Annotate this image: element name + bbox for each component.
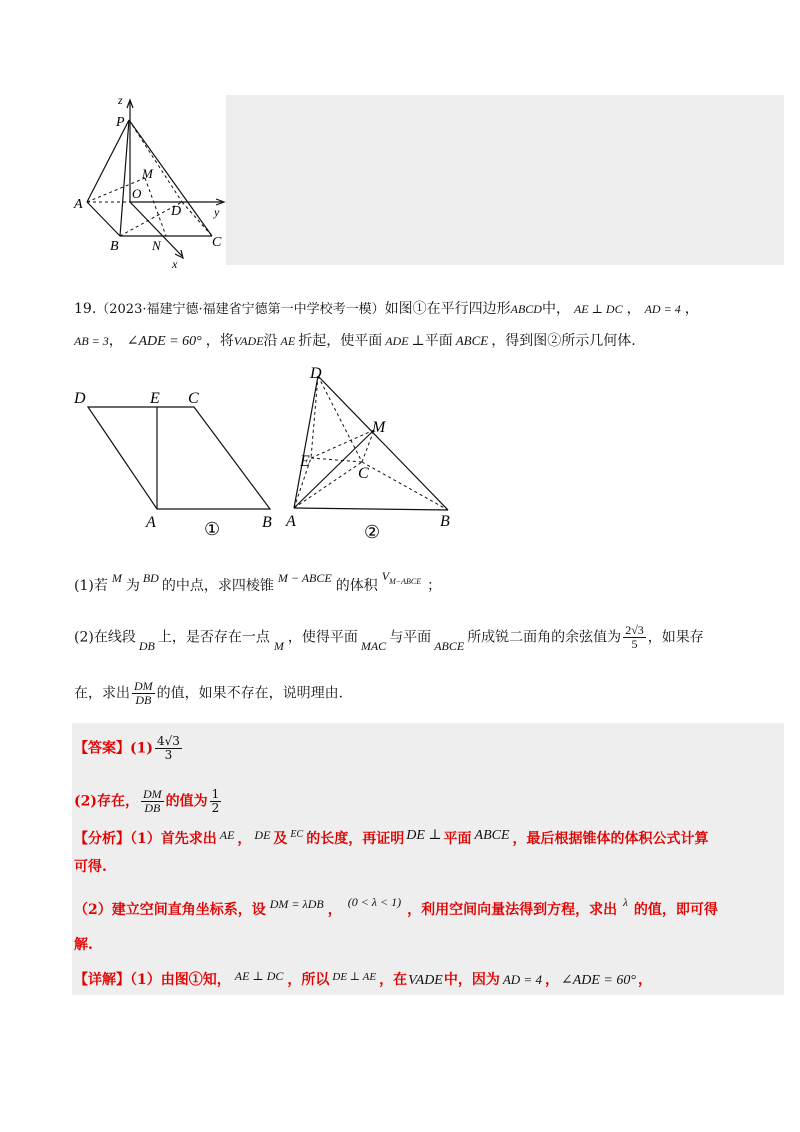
q2-text: (2)在线段 (74, 629, 136, 646)
figure-3d-pyramid (72, 90, 232, 270)
fig2-label-D: D (310, 365, 322, 382)
solution-panel (72, 723, 784, 995)
q1-text: 的中点，求四棱锥 (161, 578, 274, 594)
math-BD: BD (142, 571, 159, 585)
fig1-label-B: B (262, 514, 272, 531)
math-DE-perp: DE ⊥ (406, 828, 442, 843)
fig1-label-E: E (150, 390, 160, 407)
math-M: M (111, 571, 122, 585)
question-2-line-1 (74, 624, 704, 651)
problem-text: 沿 (263, 333, 278, 349)
detail-text: ，所以 (287, 972, 330, 988)
analysis-text: 的值，即可得 (633, 902, 718, 918)
math-vector-DM: DM = λDB (269, 897, 324, 911)
problem-text: ，将 (205, 333, 234, 349)
math-DB: DB (138, 638, 155, 653)
analysis-text: （1）首先求出 (130, 831, 217, 847)
question-2-line-2 (74, 680, 343, 707)
analysis-text: 解. (74, 937, 93, 953)
math-ADE: ADE (385, 334, 409, 348)
q2-text: 所成锐二面角的余弦值为 (467, 629, 622, 646)
analysis-line-1 (74, 828, 709, 852)
analysis-text: （2）建立空间直角坐标系，设 (74, 902, 266, 918)
math-DE-perp-AE: DE ⊥ AE (332, 971, 377, 983)
fraction-DM-DB (132, 680, 155, 707)
fig1-label-A: A (146, 514, 156, 531)
problem-line-1 (74, 298, 699, 321)
q2-text: 与平面 (389, 629, 432, 646)
answer-1-fraction (155, 735, 182, 762)
label-O: O (132, 186, 142, 201)
math-AE-perp-DC: AE ⊥ DC (234, 969, 284, 983)
answer-2-value (210, 788, 222, 815)
detail-line-1 (74, 969, 652, 992)
math-ABCE: ABCE (455, 333, 489, 348)
analysis-tag: 【分析】 (74, 831, 130, 847)
q1-text: 的体积 (335, 578, 378, 594)
math-triangle-ADE: VADE (233, 334, 264, 348)
detail-text: 中，因为 (443, 972, 500, 988)
fraction-denominator: 2 (211, 801, 220, 815)
analysis-text: 及 (273, 831, 288, 847)
label-B: B (110, 239, 119, 254)
math-triangle-ADE: VADE (408, 973, 443, 988)
label-C: C (212, 235, 222, 250)
fig1-tag: ① (204, 519, 221, 539)
fig2-label-M: M (372, 419, 386, 436)
analysis-line-4 (74, 934, 93, 956)
label-z: z (118, 93, 123, 107)
math-angle-ADE: ∠ADE = 60° (560, 973, 636, 988)
problem-text: ， (108, 333, 123, 349)
math-lambda: λ (623, 897, 628, 909)
fig2-label-C: C (358, 465, 369, 482)
figure-2-folded-solid (282, 362, 472, 542)
analysis-text: ， (327, 902, 342, 918)
math-AE-perp-DC: AE ⊥ DC (573, 302, 623, 316)
q1-text: 为 (125, 578, 140, 594)
detail-text: ， (637, 972, 652, 988)
label-y: y (214, 205, 220, 219)
problem-text: ， (626, 301, 641, 317)
analysis-line-3 (74, 895, 718, 922)
problem-text: 如图①在平行四边形 (384, 301, 511, 317)
math-V: V (381, 569, 390, 583)
fraction-numerator: DM (143, 787, 162, 801)
math-AE: AE (219, 828, 235, 842)
analysis-line-2 (74, 856, 107, 878)
label-P: P (116, 115, 125, 130)
fraction-denominator: DB (135, 693, 152, 707)
math-ABCD: ABCD (510, 302, 542, 316)
problem-text: ，得到图②所示几何体. (491, 333, 636, 349)
analysis-text: ，最后根据锥体的体积公式计算 (512, 831, 709, 847)
answer-line-1 (74, 735, 184, 762)
question-1 (74, 569, 442, 599)
label-D: D (171, 204, 182, 219)
analysis-text: 可得. (74, 859, 107, 875)
fig2-label-E: E (300, 453, 310, 470)
q2-text: 的值，如果不存在，说明理由. (156, 685, 344, 702)
fraction-numerator: 4√3 (157, 734, 180, 748)
fig1-label-C: C (188, 390, 199, 407)
problem-text: 平面 (424, 333, 453, 349)
label-x: x (172, 257, 178, 270)
math-M-ABCE: M − ABCE (277, 571, 332, 585)
fraction-denominator: DB (144, 801, 161, 815)
math-M: M (273, 638, 284, 653)
math-DE: DE (254, 828, 271, 842)
math-perp: ⊥ (411, 333, 425, 349)
math-EC: EC (290, 829, 304, 840)
label-N: N (152, 238, 161, 253)
problem-line-2 (74, 330, 636, 353)
math-ABCE: ABCE (434, 638, 465, 653)
fig1-label-D: D (74, 390, 86, 407)
fraction-cosine (623, 624, 646, 651)
fraction-numerator: 1 (211, 787, 220, 801)
fraction-numerator: 2√3 (625, 623, 644, 637)
answer-line-2 (74, 788, 223, 815)
problem-text: 折起，使平面 (298, 333, 383, 349)
fig2-label-B: B (440, 513, 450, 530)
q2-text: ，如果存 (647, 629, 704, 646)
fig2-label-A: A (286, 513, 296, 530)
figure-1-parallelogram (70, 385, 290, 545)
math-AD-4: AD = 4 (502, 972, 542, 987)
answer-part-2-text: 的值为 (165, 793, 208, 810)
analysis-text: 平面 (443, 831, 472, 847)
answer-part-2: (2)存在， (74, 793, 139, 810)
answer-2-fraction (141, 788, 164, 815)
q2-text: ，使得平面 (287, 629, 358, 646)
detail-text: （1）由图①知， (130, 972, 231, 988)
answer-tag: 【答案】 (74, 740, 130, 757)
analysis-text: ， (237, 831, 252, 847)
detail-text: ，在 (379, 972, 408, 988)
math-lambda-range: (0 < λ < 1) (347, 895, 402, 909)
math-AD-4: AD = 4 (644, 302, 681, 316)
problem-number: 19. (74, 301, 97, 317)
q2-text: 在，求出 (74, 685, 130, 702)
fraction-numerator: DM (134, 679, 153, 693)
detail-tag: 【详解】 (74, 972, 130, 988)
fig2-tag: ② (364, 522, 381, 542)
math-MAC: MAC (360, 638, 387, 653)
label-A: A (74, 197, 83, 212)
analysis-text: ，利用空间向量法得到方程，求出 (407, 902, 618, 918)
q1-text: ； (427, 578, 442, 594)
math-ABCE: ABCE (474, 828, 510, 843)
analysis-text: 的长度，再证明 (306, 831, 405, 847)
problem-source: （2023·福建宁德·福建省宁德第一中学校考一模） (96, 302, 385, 317)
q2-text: 上，是否存在一点 (157, 629, 270, 646)
q1-text: (1)若 (74, 578, 108, 594)
answer-part-1: (1) (130, 740, 153, 757)
math-AB-3: AB = 3 (74, 334, 109, 348)
fraction-denominator: 5 (631, 637, 638, 651)
label-M: M (142, 166, 153, 181)
fraction-denominator: 3 (164, 748, 173, 762)
detail-text: ， (544, 972, 559, 988)
problem-text: ， (684, 301, 699, 317)
math-AE: AE (280, 334, 296, 348)
math-V-subscript: M−ABCE (389, 577, 422, 586)
math-angle-ADE: ∠ADE = 60° (126, 334, 202, 349)
problem-text: 中， (541, 301, 570, 317)
